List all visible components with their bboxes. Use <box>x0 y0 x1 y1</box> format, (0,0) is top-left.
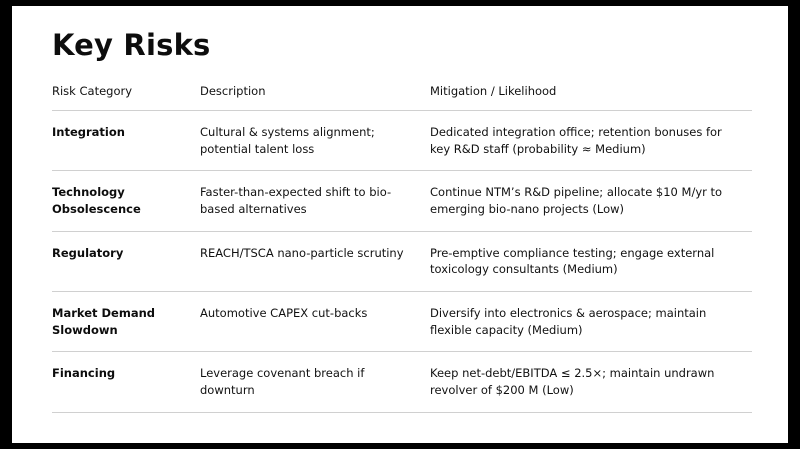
risk-mitigation-cell: Continue NTM’s R&D pipeline; allocate $10 M/yr to emerging bio-nano projects (Low) <box>430 171 752 231</box>
table-row <box>52 352 752 412</box>
risk-description-cell: Leverage covenant breach if downturn <box>200 352 430 412</box>
risk-category-cell: Technology Obsolescence <box>52 171 200 231</box>
slide-canvas <box>12 6 788 443</box>
risk-mitigation-cell: Dedicated integration office; retention bonuses for key R&D staff (probability ≈ Medium) <box>430 111 752 171</box>
column-header-risk-category: Risk Category <box>52 84 200 111</box>
risk-category-cell: Integration <box>52 111 200 171</box>
table-header-row <box>52 84 752 111</box>
risk-category-cell: Market Demand Slowdown <box>52 292 200 352</box>
table-row <box>52 111 752 171</box>
risk-category-cell: Regulatory <box>52 231 200 291</box>
table-row <box>52 292 752 352</box>
risk-category-cell: Financing <box>52 352 200 412</box>
risk-description-cell: Cultural & systems alignment; potential talent loss <box>200 111 430 171</box>
risk-description-cell: REACH/TSCA nano-particle scrutiny <box>200 231 430 291</box>
risk-description-cell: Automotive CAPEX cut-backs <box>200 292 430 352</box>
column-header-description: Description <box>200 84 430 111</box>
key-risks-table <box>52 84 752 413</box>
table-row <box>52 231 752 291</box>
risk-description-cell: Faster-than-expected shift to bio-based alternatives <box>200 171 430 231</box>
column-header-mitigation: Mitigation / Likelihood <box>430 84 752 111</box>
risk-mitigation-cell: Keep net-debt/EBITDA ≤ 2.5×; maintain undrawn revolver of $200 M (Low) <box>430 352 752 412</box>
table-row <box>52 171 752 231</box>
risk-mitigation-cell: Pre-emptive compliance testing; engage external toxicology consultants (Medium) <box>430 231 752 291</box>
risk-mitigation-cell: Diversify into electronics & aerospace; maintain flexible capacity (Medium) <box>430 292 752 352</box>
page-title: Key Risks <box>52 28 211 62</box>
